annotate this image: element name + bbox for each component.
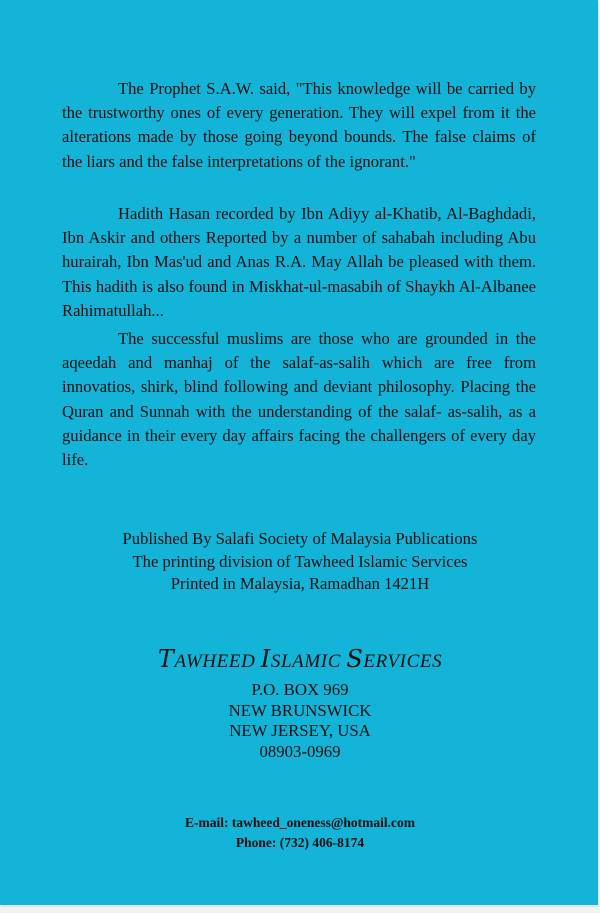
printed-in-line: Printed in Malaysia, Ramadhan 1421H	[170, 574, 430, 593]
hadith-source-paragraph: Hadith Hasan recorded by Ibn Adiyy al-Khatib, Al-Baghdadi, Ibn Askir and others Reported by a number of sahabah including Abu hurairah, Ibn Mas'ud and Anas R.A. May Allah be pleased with them. This hadith is also found in Miskhat-ul-masabih of Shaykh Al-Albanee Rahimatullah...	[62, 204, 536, 320]
brand-initial-s: S	[346, 645, 364, 673]
address-po-box: P.O. BOX 969	[251, 680, 349, 699]
contact-info	[60, 813, 540, 852]
mailing-address	[60, 680, 540, 763]
brand-initial-i: I	[260, 645, 271, 673]
address-zip: 08903-0969	[259, 742, 341, 762]
email-text: E-mail: tawheed_oneness@hotmail.com	[184, 815, 416, 830]
brand-initial-t: T	[157, 645, 175, 673]
brand-word-3: ERVICES	[363, 651, 443, 672]
address-state: NEW JERSEY, USA	[229, 721, 371, 741]
hadith-quote-paragraph: The Prophet S.A.W. said, "This knowledge will be carried by the trustworthy ones of every generation. They will expel from it the alterations made by those going beyond bounds. The false claims of the liars and the false interpretations of the ignorant."	[62, 79, 536, 171]
brand-word-1: AWHEED	[174, 651, 256, 672]
phone-text: Phone: (732) 406-8174	[235, 834, 365, 850]
brand-word-2: SLAMIC	[270, 651, 341, 672]
publisher-logo-text	[60, 645, 540, 673]
description-paragraph: The successful muslims are those who are grounded in the aqeedah and manhaj of the salaf-as-salih which are free from innovatios, shirk, blind following and deviant philosophy. Placing the Quran and Sunnah with the understanding of the salaf- as-salih, as a guidance in their every day affairs facing the challengers of every day life.	[62, 329, 536, 470]
printing-division-line: The printing division of Tawheed Islamic Services	[132, 551, 468, 571]
publisher-info	[60, 528, 540, 596]
publisher-line: Published By Salafi Society of Malaysia Publications	[122, 529, 478, 548]
address-city: NEW BRUNSWICK	[228, 700, 372, 720]
